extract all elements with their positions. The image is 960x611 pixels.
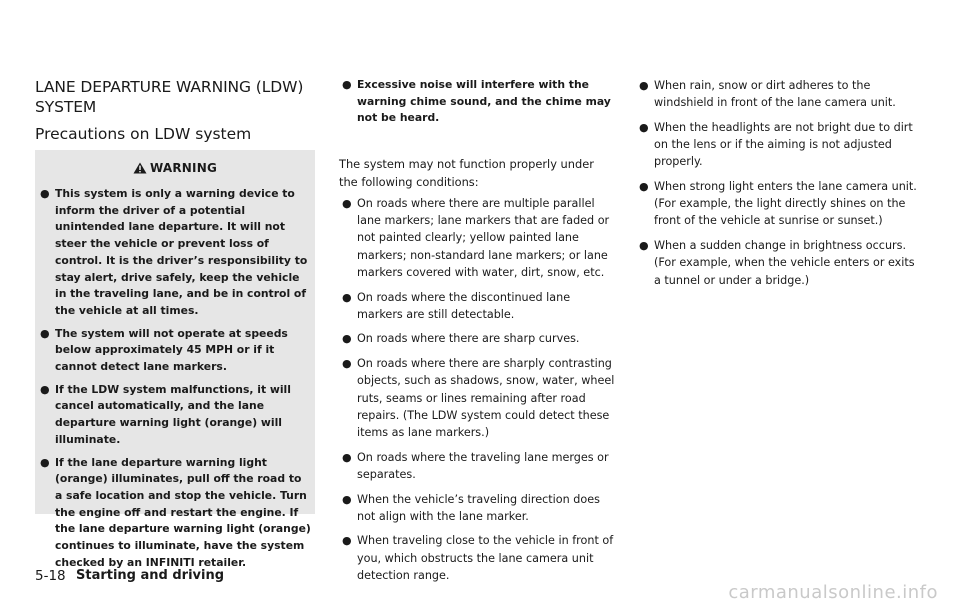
bullet-icon: ● [342, 197, 352, 210]
list-item: ● When rain, snow or dirt adheres to the windshield in front of the lane camera unit. [639, 79, 896, 110]
bullet-icon: ● [639, 120, 649, 134]
bullet-icon: ● [40, 455, 50, 469]
warning-box [35, 150, 315, 569]
chapter-title: Starting and driving [76, 568, 225, 583]
section-subtitle: Precautions on LDW system [35, 125, 252, 143]
list-item: ● On roads where there are sharply contrasting objects, such as shadows, snow, water, wheel ruts, seams or lines remaining after road repairs. (The LDW system could detect these items as lane markers.) [342, 357, 615, 439]
bullet-icon: ● [639, 180, 649, 194]
section-title-line1: LANE DEPARTURE WARNING (LDW) [35, 78, 304, 96]
list-item: ● If the LDW system malfunctions, it will cancel automatically, and the lane departure warning light (orange) will illuminate. [40, 382, 291, 446]
bullet-icon: ● [342, 492, 352, 506]
list-item: ● When the vehicle’s traveling direction does not align with the lane marker. [342, 492, 600, 523]
list-item: ● On roads where there are multiple parallel lane markers; lane markers that are faded or not painted clearly; yellow painted lane markers; non-standard lane markers; or lane markers covered with water, dirt, snow, etc. [342, 197, 610, 279]
bullet-icon: ● [342, 357, 352, 371]
page-number: 5-18 [35, 568, 66, 584]
list-item: ● This system is only a warning device to inform the driver of a potential unintended lane departure. It will not steer the vehicle or prevent loss of control. It is the driver’s responsibility to stay alert, drive safely, keep the vehicle in the traveling lane, and be in control of the vehicle at all times. [40, 187, 308, 317]
warning-triangle-icon [133, 162, 147, 177]
list-item: ● On roads where the discontinued lane markers are still detectable. [342, 290, 571, 321]
bullet-icon: ● [40, 187, 50, 200]
section-title-line2: SYSTEM [35, 98, 97, 116]
list-item: ● When a sudden change in brightness occurs. (For example, when the vehicle enters or exits a tunnel or under a bridge.) [639, 239, 915, 287]
list-item: ● Excessive noise will interfere with the warning chime sound, and the chime may not be heard. [342, 78, 611, 125]
bullet-icon: ● [342, 78, 352, 91]
list-item: ● If the lane departure warning light (orange) illuminates, pull off the road to a safe location and stop the vehicle. Turn the engine off and restart the engine. If the lane departure warning light (orange) continues to illuminate, have the system checked by an INFINITI retailer. [40, 455, 311, 569]
warning-list [37, 186, 311, 577]
conditions-list-continued [636, 77, 918, 296]
bullet-icon: ● [40, 382, 50, 396]
bullet-icon: ● [639, 79, 649, 92]
list-item: ● When strong light enters the lane camera unit. (For example, the light directly shines on the front of the vehicle at sunrise or sunset.) [639, 180, 917, 228]
watermark: carmanualsonline.info [728, 582, 938, 603]
list-item: ● The system will not operate at speeds below approximately 45 MPH or if it cannot detect lane markers. [40, 326, 288, 374]
bullet-icon: ● [639, 239, 649, 253]
list-item: ● When the headlights are not bright due to dirt on the lens or if the aiming is not adjusted properly. [639, 120, 913, 169]
bullet-icon: ● [342, 290, 352, 304]
list-item: ● When traveling close to the vehicle in front of you, which obstructs the lane camera unit detection range. [342, 534, 614, 582]
list-item: ● On roads where the traveling lane merges or separates. [342, 450, 609, 481]
warning-header [35, 161, 315, 177]
conditions-intro: The system may not function properly under the following conditions: [339, 157, 594, 189]
bullet-icon: ● [342, 534, 352, 548]
warning-list-continued [339, 77, 616, 127]
list-item: ● On roads where there are sharp curves. [339, 330, 616, 347]
warning-label: WARNING [149, 161, 218, 175]
conditions-list [339, 195, 616, 592]
bullet-icon: ● [40, 326, 50, 340]
bullet-icon: ● [342, 450, 352, 464]
bullet-icon: ● [342, 332, 352, 346]
section-title [35, 77, 303, 117]
